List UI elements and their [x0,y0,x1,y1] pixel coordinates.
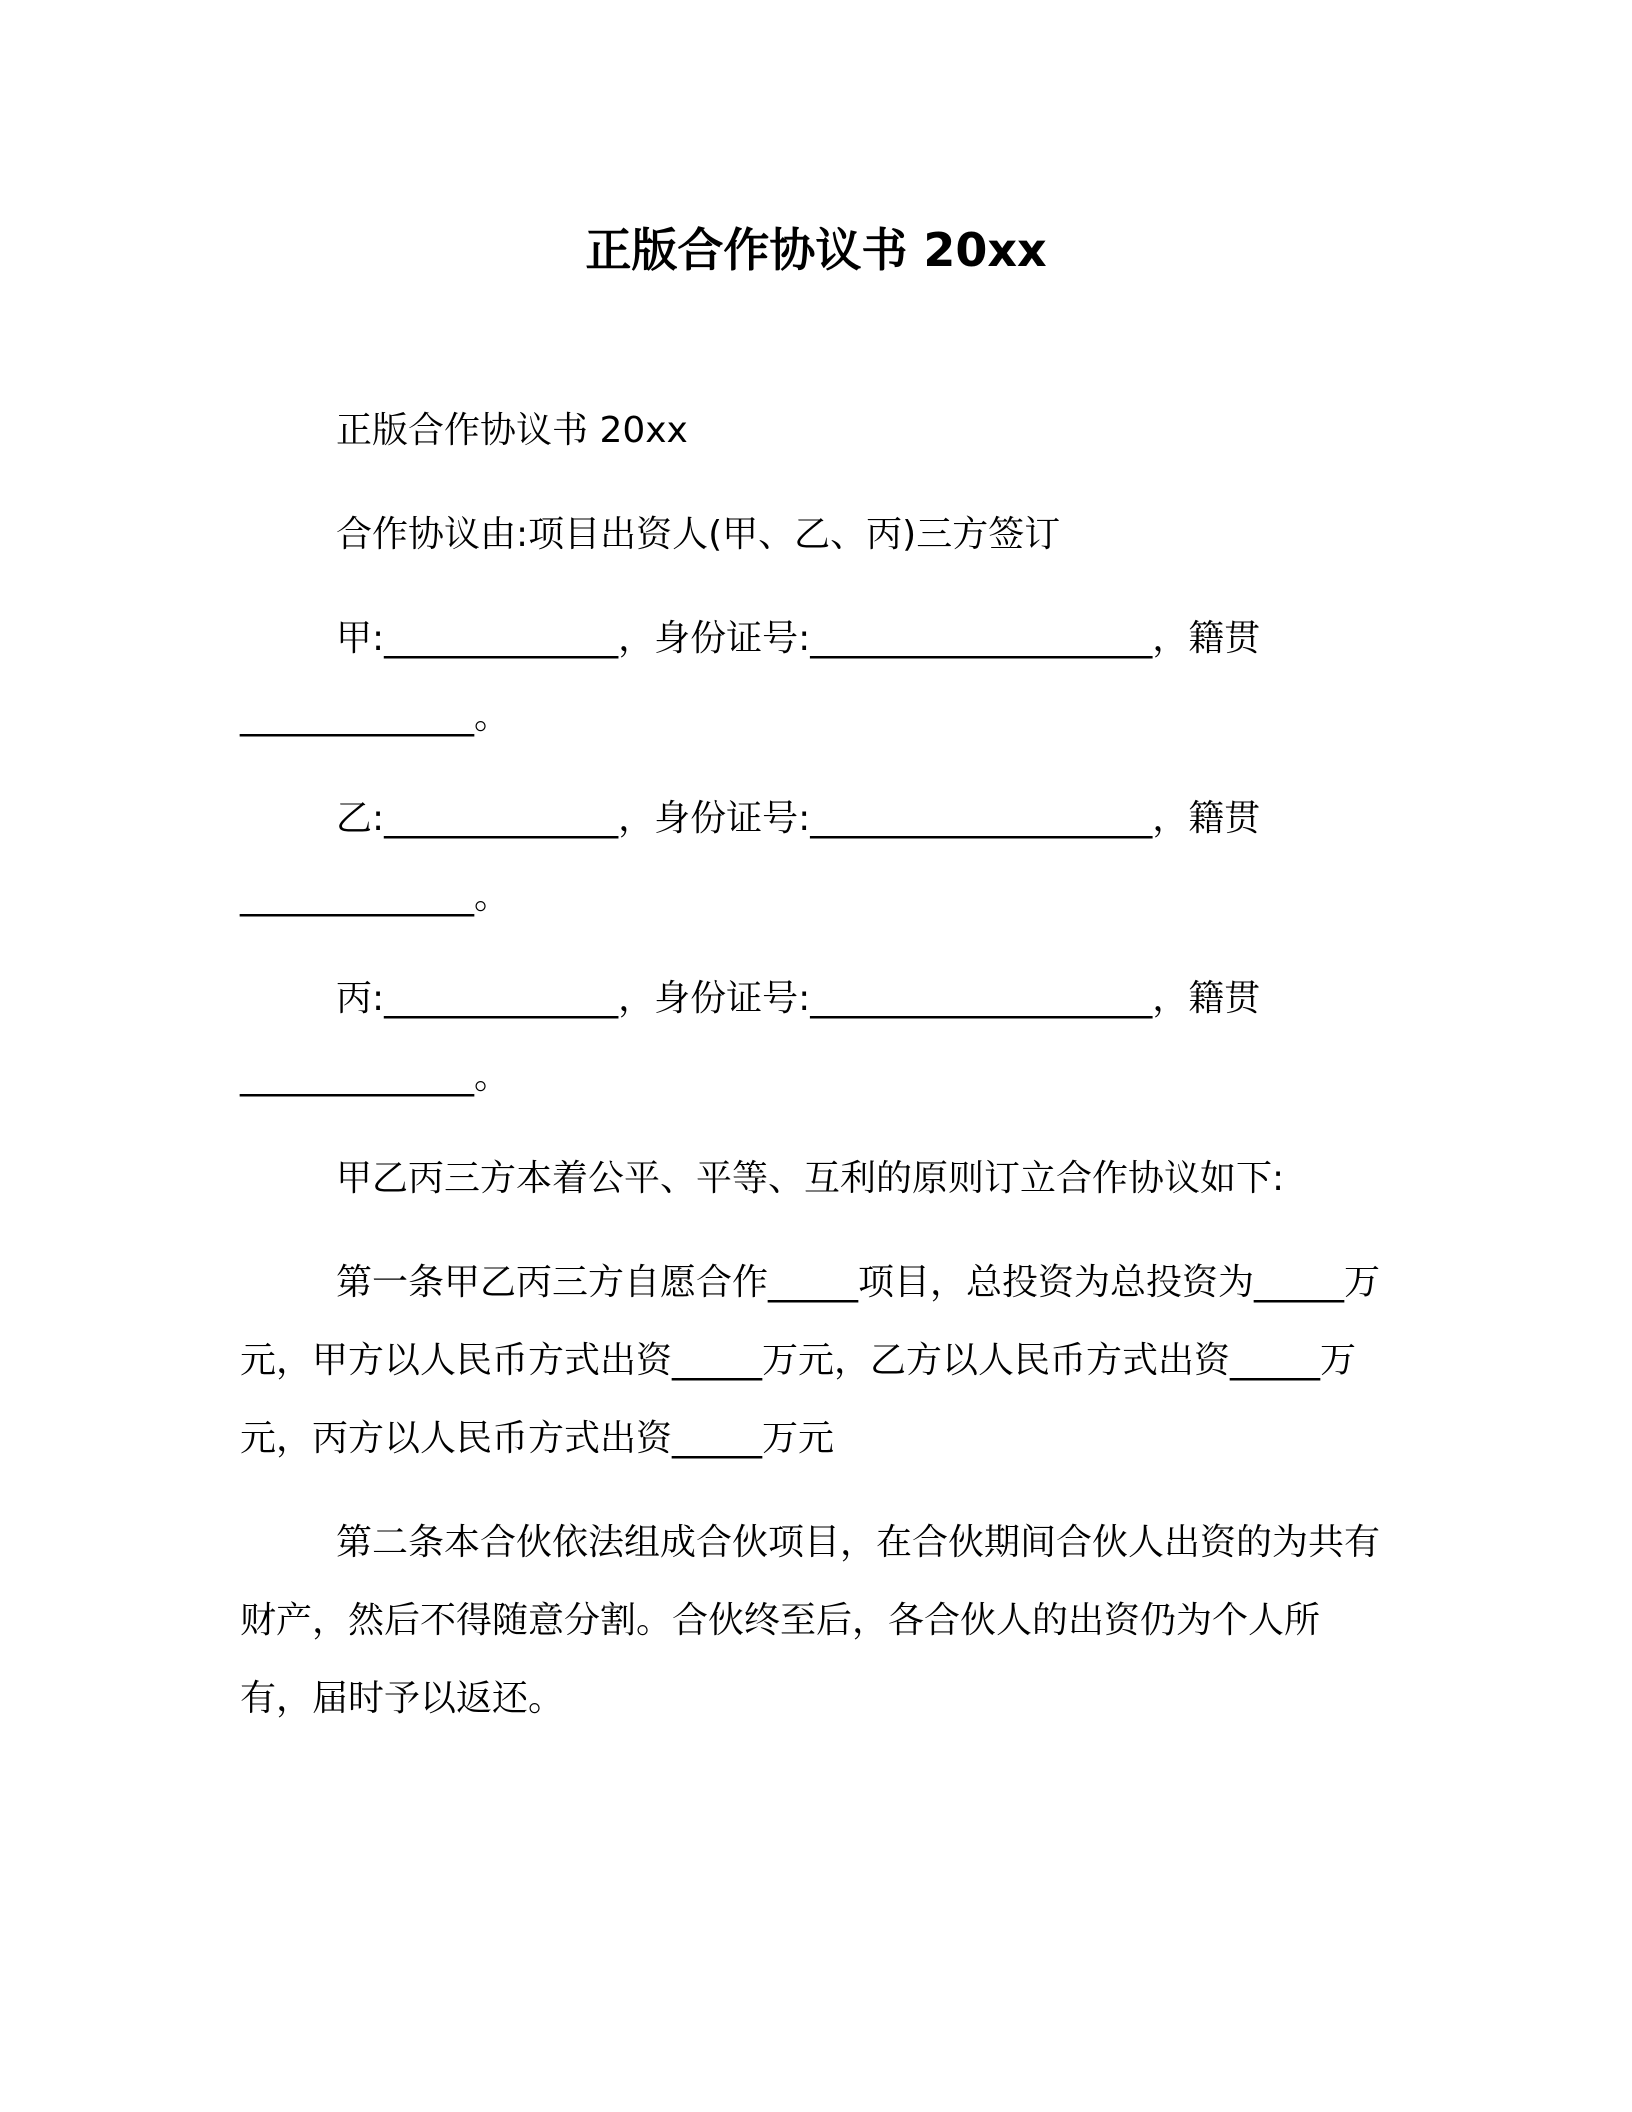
party-jia-line1: 甲:_____________，身份证号:___________________，籍贯 [336,618,1261,659]
party-bing [240,960,1390,1116]
party-jia-line2: _____________。 [240,696,510,737]
party-bing-line1: 丙:_____________，身份证号:___________________，籍贯 [336,978,1261,1019]
document-title: 正版合作协议书 20xx [585,223,1047,277]
party-yi [240,780,1390,936]
principle-paragraph: 甲乙丙三方本着公平、平等、互利的原则订立合作协议如下: [336,1158,1285,1199]
party-yi-line1: 乙:_____________，身份证号:___________________，籍贯 [336,798,1261,839]
article-two: 第二条本合伙依法组成合伙项目，在合伙期间合伙人出资的为共有财产，然后不得随意分割。合伙终至后，各合伙人的出资仍为个人所有，届时予以返还。 [240,1522,1381,1719]
agreement-intro: 合作协议由:项目出资人(甲、乙、丙)三方签订 [336,514,1061,555]
document-subtitle: 正版合作协议书 20xx [336,410,688,451]
party-yi-line2: _____________。 [240,876,510,917]
document-body [240,392,1390,1764]
party-jia [240,600,1390,756]
party-bing-line2: _____________。 [240,1056,510,1097]
article-one: 第一条甲乙丙三方自愿合作_____项目，总投资为总投资为_____万元，甲方以人民币方式出资_____万元，乙方以人民币方式出资_____万元，丙方以人民币方式出资_____万元 [240,1262,1381,1459]
